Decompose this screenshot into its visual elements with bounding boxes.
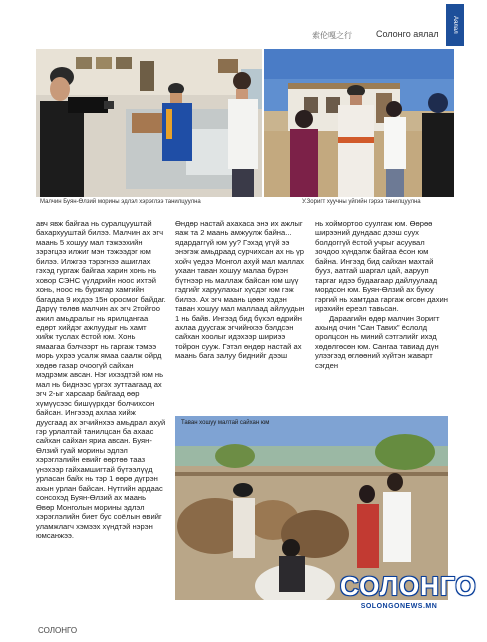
article-column-2 xyxy=(175,219,307,395)
header-chinese-title: 索伦嘎之行 xyxy=(312,31,352,40)
caption-photo-right: У.Зоригт хуучны уйгийн гэрээ танилцуулна xyxy=(302,199,421,205)
footer-page-label: СОЛОНГО xyxy=(38,626,78,635)
solongo-logo xyxy=(340,571,477,617)
museum-interior-image xyxy=(36,49,262,197)
photo-courtyard xyxy=(264,49,454,197)
logo-url: SOLONGONEWS.MN xyxy=(360,603,438,610)
caption-photo-left: Малчин Буян-Өлзий морины эдлэл хэрэглээ танилцуулна xyxy=(40,199,201,205)
section-tab: Аялал xyxy=(446,4,464,46)
courtyard-image xyxy=(264,49,454,197)
caption-photo-camels: Таван хошуу малтай сайхан юм xyxy=(181,420,270,426)
column-1-paragraph-1: авч явж байгаа нь суралцууштай бахархууштай билээ. Малчин ах эгч маань 5 хошуу мал тэжээхийн зэрэгцээ илжиг мэн тэжээдэг юм билээ. Илжгээ тэрэгнээ ашиглах гэхэд гургаж байгаа харин хонь нь ховор СЭНС үүлдрийн ноос ихтэй хонь, ноос нь буржгар хамгийн багадаа 9 ихдээ 15н оросмог байдаг. Дарүү төлөв малчин ах эгч 2тойгоо ажил амьдралыг нь ярилцангаа едөрт хийдэг ажлуудыг нь хамт хийж туслах ёстой юм. Хонь ямаагаа бэлчээрт нь гаргаж тэмээ морь ухрээ усалж ямаа саалж ойрд хөдөө газар очоогүй сайхан мэдрэмж авсан. Нэг ихэздтэй юм нь мал нь биднээс үргэх зуттаагаад ах эгч 2-ыг харсаар байгаад өөр хүмүүсээс бишүүрхдэг болчихсон байсан. Ингэээд ахлаа хийж дуусгаад ах эгчийнхээ амьдрал ахуй гэр урлалтай танилцсан ба ахаас сайхан сайхан яриа авсан. Буян-Өлзий гуай морины эдлэл хэрэглэлийн евийг өөртөө тааз үнэхээр гайхамшигтай бүтээлүүд урласан байх нь тэр 1 өөрө дүгрэн ахын урлан байсан. Нүтгийн ардаас сонсохэд Буян-Өлзий ах маань Өвөр Монголын морины эдлэл хэрэглэлийн биет бус соёлын өвийг уламжлагч хэмээх хүндтэй нэрэн юмсанжээ. xyxy=(36,219,166,540)
photo-museum-interior xyxy=(36,49,262,197)
logo-name: СОЛОНГО xyxy=(340,571,477,601)
column-2-paragraph-1: Өндөр настай ахахаса энэ их ажлыг яаж та 2 маань амжуулж байна... ядардаггүй юм уу? Гэхэд үгүй ээ энэгэж амьдраад сурчихсан ах нь үр хойч үедээ Монгол ахуй мал маллах ухаан таван хошуу малаа бүрэн бүтнээр нь маллаж байсан юм шүү гэдгийг харуулахыг хүсдэг юм гэж билээ. Ах эгч маань цөөн хэдэн таван хошуу мал маллаад айлуудын 1 нь байв. Ингээд бид бүхэл өдрийн ахлаа дуусгаж эгчийнхээ бэлдсэн сайхан хоолыг идэхээр шириээ тойрон сууж. Гэтэл өндөр настай ах маань бага залуу биднийг дээш xyxy=(175,219,305,361)
column-3-paragraph-2: Дараагийн өдөр малчин Зоригт ахынд очин “Сан Тавих” ёслолд оролцсон нь миний сэтгэлийг ихэд хөдөлгөсөн юм. Сангаа тавиад дүн улээгээд өглөөний хүйтэн жаварт сэгден xyxy=(315,313,440,370)
column-3-paragraph-1: нь хоймортоо суулгаж юм. Өөрөө ширээний дундаас дээш суух болдоггүй ёстой учрыг асуувал зочдоо хүндэлж байгаа ёсон юм байна. Ингээд бид сайхан махтай бууз, аатгай шаргал цай, аарууп таргаг идээ будаагаар дайлуулаад мордсон юм. Буян-Өлзий ах буюу гэргий нь хамтдаа гаргаж өгсөн дахин ирэхийн ереэл тавьсан. xyxy=(315,219,448,314)
page-header xyxy=(0,0,487,46)
article-column-3 xyxy=(315,219,449,395)
article-column-1 xyxy=(36,219,166,611)
header-section-title: Солонго аялал xyxy=(376,29,439,39)
